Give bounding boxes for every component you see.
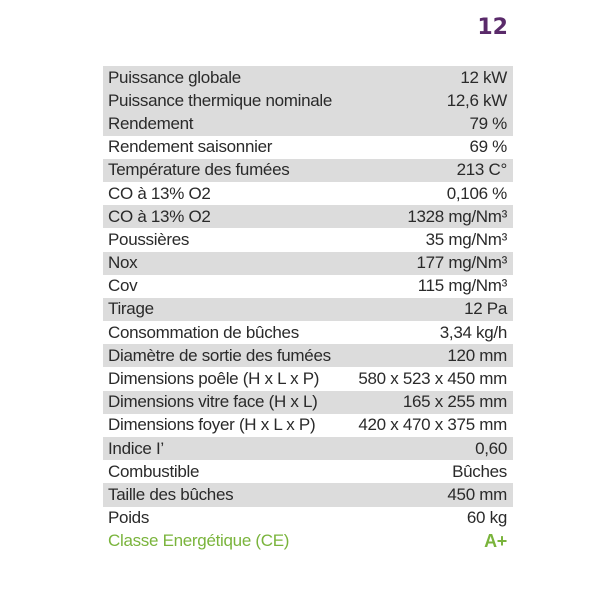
spec-value: 0,106 %	[446, 183, 507, 203]
spec-value: 115 mg/Nm³	[417, 276, 507, 296]
spec-table	[103, 66, 513, 553]
model-number: 12	[477, 15, 508, 40]
spec-value: 0,60	[475, 438, 507, 458]
spec-label: Indice I’	[108, 438, 164, 458]
spec-label: CO à 13% O2	[108, 206, 211, 226]
spec-row-puissance-globale	[103, 66, 513, 89]
spec-label: Classe Energétique (CE)	[108, 531, 290, 551]
spec-value: 60 kg	[466, 508, 507, 528]
spec-row-poids	[103, 507, 513, 530]
spec-row-co-mg	[103, 205, 513, 228]
spec-row-classe-energetique	[103, 530, 513, 553]
spec-value: 3,34 kg/h	[439, 322, 507, 342]
spec-label: CO à 13% O2	[108, 183, 211, 203]
spec-value: 580 x 523 x 450 mm	[358, 369, 507, 389]
spec-label: Dimensions foyer (H x L x P)	[108, 415, 316, 435]
spec-label: Poussières	[108, 229, 190, 249]
spec-row-rendement	[103, 112, 513, 135]
spec-label: Rendement saisonnier	[108, 137, 273, 157]
spec-label: Température des fumées	[108, 160, 290, 180]
spec-row-tirage	[103, 298, 513, 321]
spec-label: Nox	[108, 253, 138, 273]
spec-value: 12 Pa	[464, 299, 507, 319]
spec-label: Puissance thermique nominale	[108, 90, 333, 110]
spec-row-taille-buches	[103, 483, 513, 506]
spec-row-dimensions-foyer	[103, 414, 513, 437]
spec-value: 12,6 kW	[446, 90, 507, 110]
spec-value: 420 x 470 x 375 mm	[358, 415, 507, 435]
spec-row-cov	[103, 275, 513, 298]
spec-value: 165 x 255 mm	[402, 392, 507, 412]
spec-label: Dimensions vitre face (H x L)	[108, 392, 318, 412]
spec-label: Rendement	[108, 113, 194, 133]
spec-value: Bûches	[452, 461, 507, 481]
spec-label: Puissance globale	[108, 67, 241, 87]
spec-value: 69 %	[469, 137, 507, 157]
spec-row-consommation	[103, 321, 513, 344]
spec-row-puissance-thermique	[103, 89, 513, 112]
spec-value: 120 mm	[447, 345, 507, 365]
spec-row-rendement-saisonnier	[103, 136, 513, 159]
spec-label: Taille des bûches	[108, 484, 234, 504]
spec-value: 79 %	[469, 113, 507, 133]
spec-row-dimensions-poele	[103, 367, 513, 390]
spec-label: Combustible	[108, 461, 200, 481]
spec-value: 213 C°	[456, 160, 507, 180]
spec-row-diametre-sortie	[103, 344, 513, 367]
spec-label: Dimensions poêle (H x L x P)	[108, 369, 320, 389]
spec-row-nox	[103, 252, 513, 275]
spec-label: Consommation de bûches	[108, 322, 299, 342]
spec-value: 177 mg/Nm³	[416, 253, 507, 273]
spec-label: Diamètre de sortie des fumées	[108, 345, 331, 365]
spec-value: 450 mm	[447, 484, 507, 504]
spec-value: 35 mg/Nm³	[425, 229, 507, 249]
spec-row-co-percent	[103, 182, 513, 205]
spec-row-indice	[103, 437, 513, 460]
spec-row-dimensions-vitre	[103, 391, 513, 414]
spec-label: Poids	[108, 508, 150, 528]
energy-class-badge: A+	[484, 530, 507, 551]
spec-value: 1328 mg/Nm³	[407, 206, 507, 226]
spec-row-combustible	[103, 460, 513, 483]
spec-label: Cov	[108, 276, 138, 296]
spec-label: Tirage	[108, 299, 154, 319]
spec-row-temperature-fumees	[103, 159, 513, 182]
spec-value: 12 kW	[460, 67, 507, 87]
spec-row-poussieres	[103, 228, 513, 251]
